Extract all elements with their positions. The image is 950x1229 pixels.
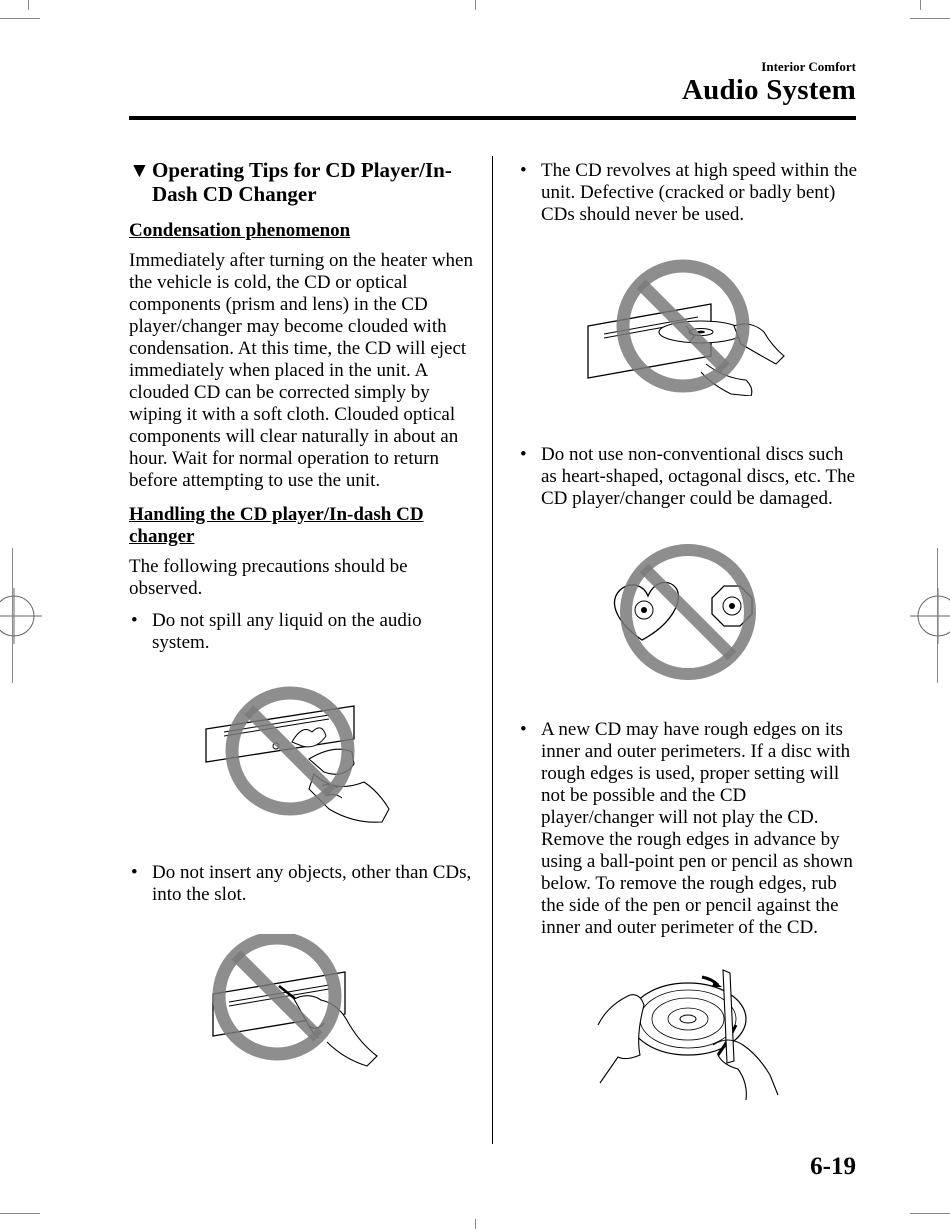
left-column — [129, 158, 474, 1069]
bullet-item — [129, 610, 474, 654]
page-title: Audio System — [681, 74, 856, 106]
no-odd-shaped-disc-illustration — [606, 542, 776, 687]
crop-mark — [0, 18, 40, 19]
no-liquid-illustration — [204, 684, 404, 834]
crop-mark — [910, 1213, 950, 1214]
bullet-text: Do not insert any objects, other than CDs, into the slot. — [152, 862, 472, 905]
bullet-icon: • — [520, 719, 527, 740]
column-divider — [492, 156, 493, 1144]
bullet-text: Do not spill any liquid on the audio system. — [152, 610, 422, 653]
crop-mark — [0, 1213, 40, 1214]
bullet-text: Do not use non-conventional discs such as heart-shaped, octagonal discs, etc. The CD player/changer could be damaged. — [541, 444, 856, 509]
bullet-icon: • — [131, 610, 138, 631]
triangle-marker-icon: ▼ — [129, 158, 150, 182]
right-column — [518, 160, 858, 1100]
condensation-subheading: Condensation phenomenon — [129, 220, 351, 241]
no-objects-illustration — [209, 934, 409, 1069]
section-label: Interior Comfort — [761, 59, 856, 74]
handling-paragraph: The following precautions should be observed. — [129, 556, 408, 599]
registration-mark-icon — [0, 588, 42, 644]
crop-mark — [937, 548, 938, 683]
crop-mark — [920, 0, 921, 10]
crop-mark — [475, 1219, 476, 1229]
no-cracked-cd-illustration — [586, 256, 796, 396]
section-heading — [129, 158, 474, 206]
crop-mark — [28, 0, 29, 10]
bullet-item — [518, 444, 858, 510]
registration-mark-icon — [910, 588, 950, 644]
bullet-icon: • — [520, 160, 527, 181]
bullet-icon: • — [520, 444, 527, 465]
crop-mark — [12, 548, 13, 683]
crop-mark — [475, 0, 476, 10]
bullet-icon: • — [131, 862, 138, 883]
bullet-item — [518, 719, 858, 939]
bullet-item — [518, 160, 858, 226]
bullet-text: The CD revolves at high speed within the unit. Defective (cracked or badly bent) CDs should never be used. — [541, 160, 858, 225]
page-number: 6-19 — [810, 1153, 856, 1180]
handling-subheading: Handling the CD player/In-dash CD changer — [129, 504, 424, 547]
header-rule — [129, 116, 856, 120]
bullet-text: A new CD may have rough edges on its inner and outer perimeters. If a disc with rough edges is used, proper setting will not be possible and the CD player/changer will not play the CD. Remove the rough edges in advance by using a ball-point pen or pencil as shown below. To remove the rough edges, rub the side of the pen or pencil against the inner and outer perimeter of the CD. — [541, 719, 853, 938]
crop-mark — [910, 18, 950, 19]
section-heading-text: Operating Tips for CD Player/In-Dash CD Changer — [152, 158, 452, 206]
condensation-paragraph: Immediately after turning on the heater when the vehicle is cold, the CD or optical components (prism and lens) in the CD player/changer may become clouded with condensation. At this time, the CD will eject immediately when placed in the unit. A clouded CD can be corrected simply by wiping it with a soft cloth. Clouded optical components will clear naturally in about an hour. Wait for normal operation to return before attempting to use the unit. — [129, 250, 473, 491]
remove-rough-edges-illustration — [578, 965, 798, 1100]
bullet-item — [129, 862, 474, 906]
